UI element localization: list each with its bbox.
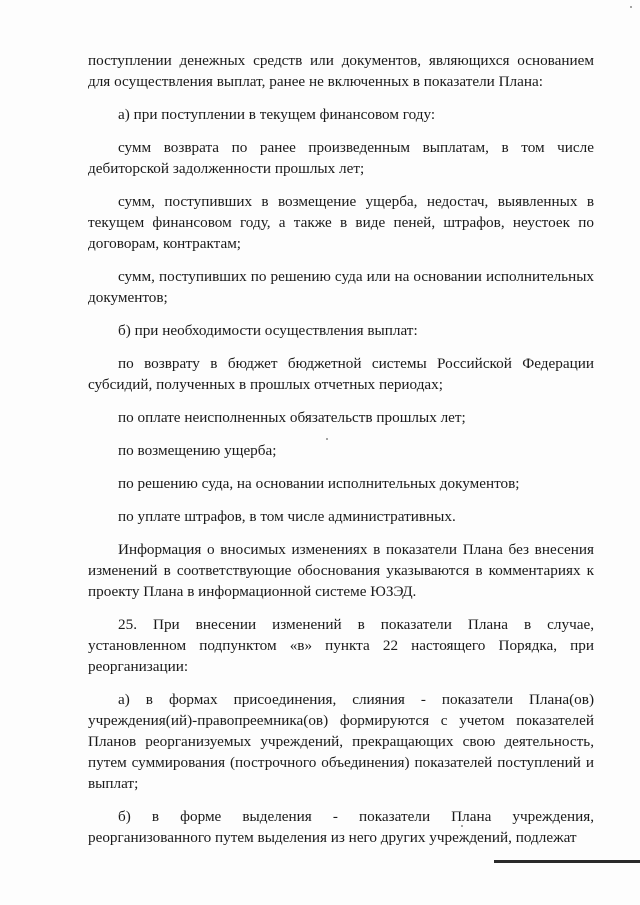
paragraph: сумм возврата по ранее произведенным выплатам, в том числе дебиторской задолженности прошлых лет; (88, 139, 594, 177)
paragraph: б) в форме выделения - показатели Плана учреждения, реорганизованного путем выделения из него других учреждений, подлежат (88, 808, 594, 846)
paragraph: по возврату в бюджет бюджетной системы Российской Федерации субсидий, полученных в прошлых отчетных периодах; (88, 355, 594, 393)
paragraph: по возмещению ущерба; (118, 442, 277, 459)
scan-speck (461, 825, 463, 827)
paragraph: поступлении денежных средств или документов, являющихся основанием для осуществления выплат, ранее не включенных в показатели Плана: (88, 52, 594, 90)
scan-edge-line (494, 860, 640, 863)
paragraph: 25. При внесении изменений в показатели Плана в случае, установленном подпунктом «в» пункта 22 настоящего Порядка, при реорганизации: (88, 616, 594, 675)
paragraph: б) при необходимости осуществления выплат: (118, 322, 418, 339)
paragraph: по оплате неисполненных обязательств прошлых лет; (118, 409, 466, 426)
paragraph: сумм, поступивших в возмещение ущерба, недостач, выявленных в текущем финансовом году, а также в виде пеней, штрафов, неустоек по договорам, контрактам; (88, 193, 594, 252)
document-body (88, 50, 594, 860)
paragraph: а) при поступлении в текущем финансовом году: (118, 106, 436, 123)
paragraph: по уплате штрафов, в том числе административных. (118, 508, 456, 525)
scan-speck (630, 6, 632, 8)
scan-speck (326, 438, 328, 440)
paragraph: Информация о вносимых изменениях в показатели Плана без внесения изменений в соответствующие обоснования указываются в комментариях к проекту Плана в информационной системе ЮЗЭД. (88, 541, 594, 600)
paragraph: по решению суда, на основании исполнительных документов; (118, 475, 520, 492)
paragraph: а) в формах присоединения, слияния - показатели Плана(ов) учреждения(ий)-правопреемника(ов) формируются с учетом показателей Планов реорганизуемых учреждений, прекращающих свою деятельность, путем суммирования (построчного объединения) показателей поступлений и выплат; (88, 691, 594, 792)
paragraph: сумм, поступивших по решению суда или на основании исполнительных документов; (88, 268, 594, 306)
